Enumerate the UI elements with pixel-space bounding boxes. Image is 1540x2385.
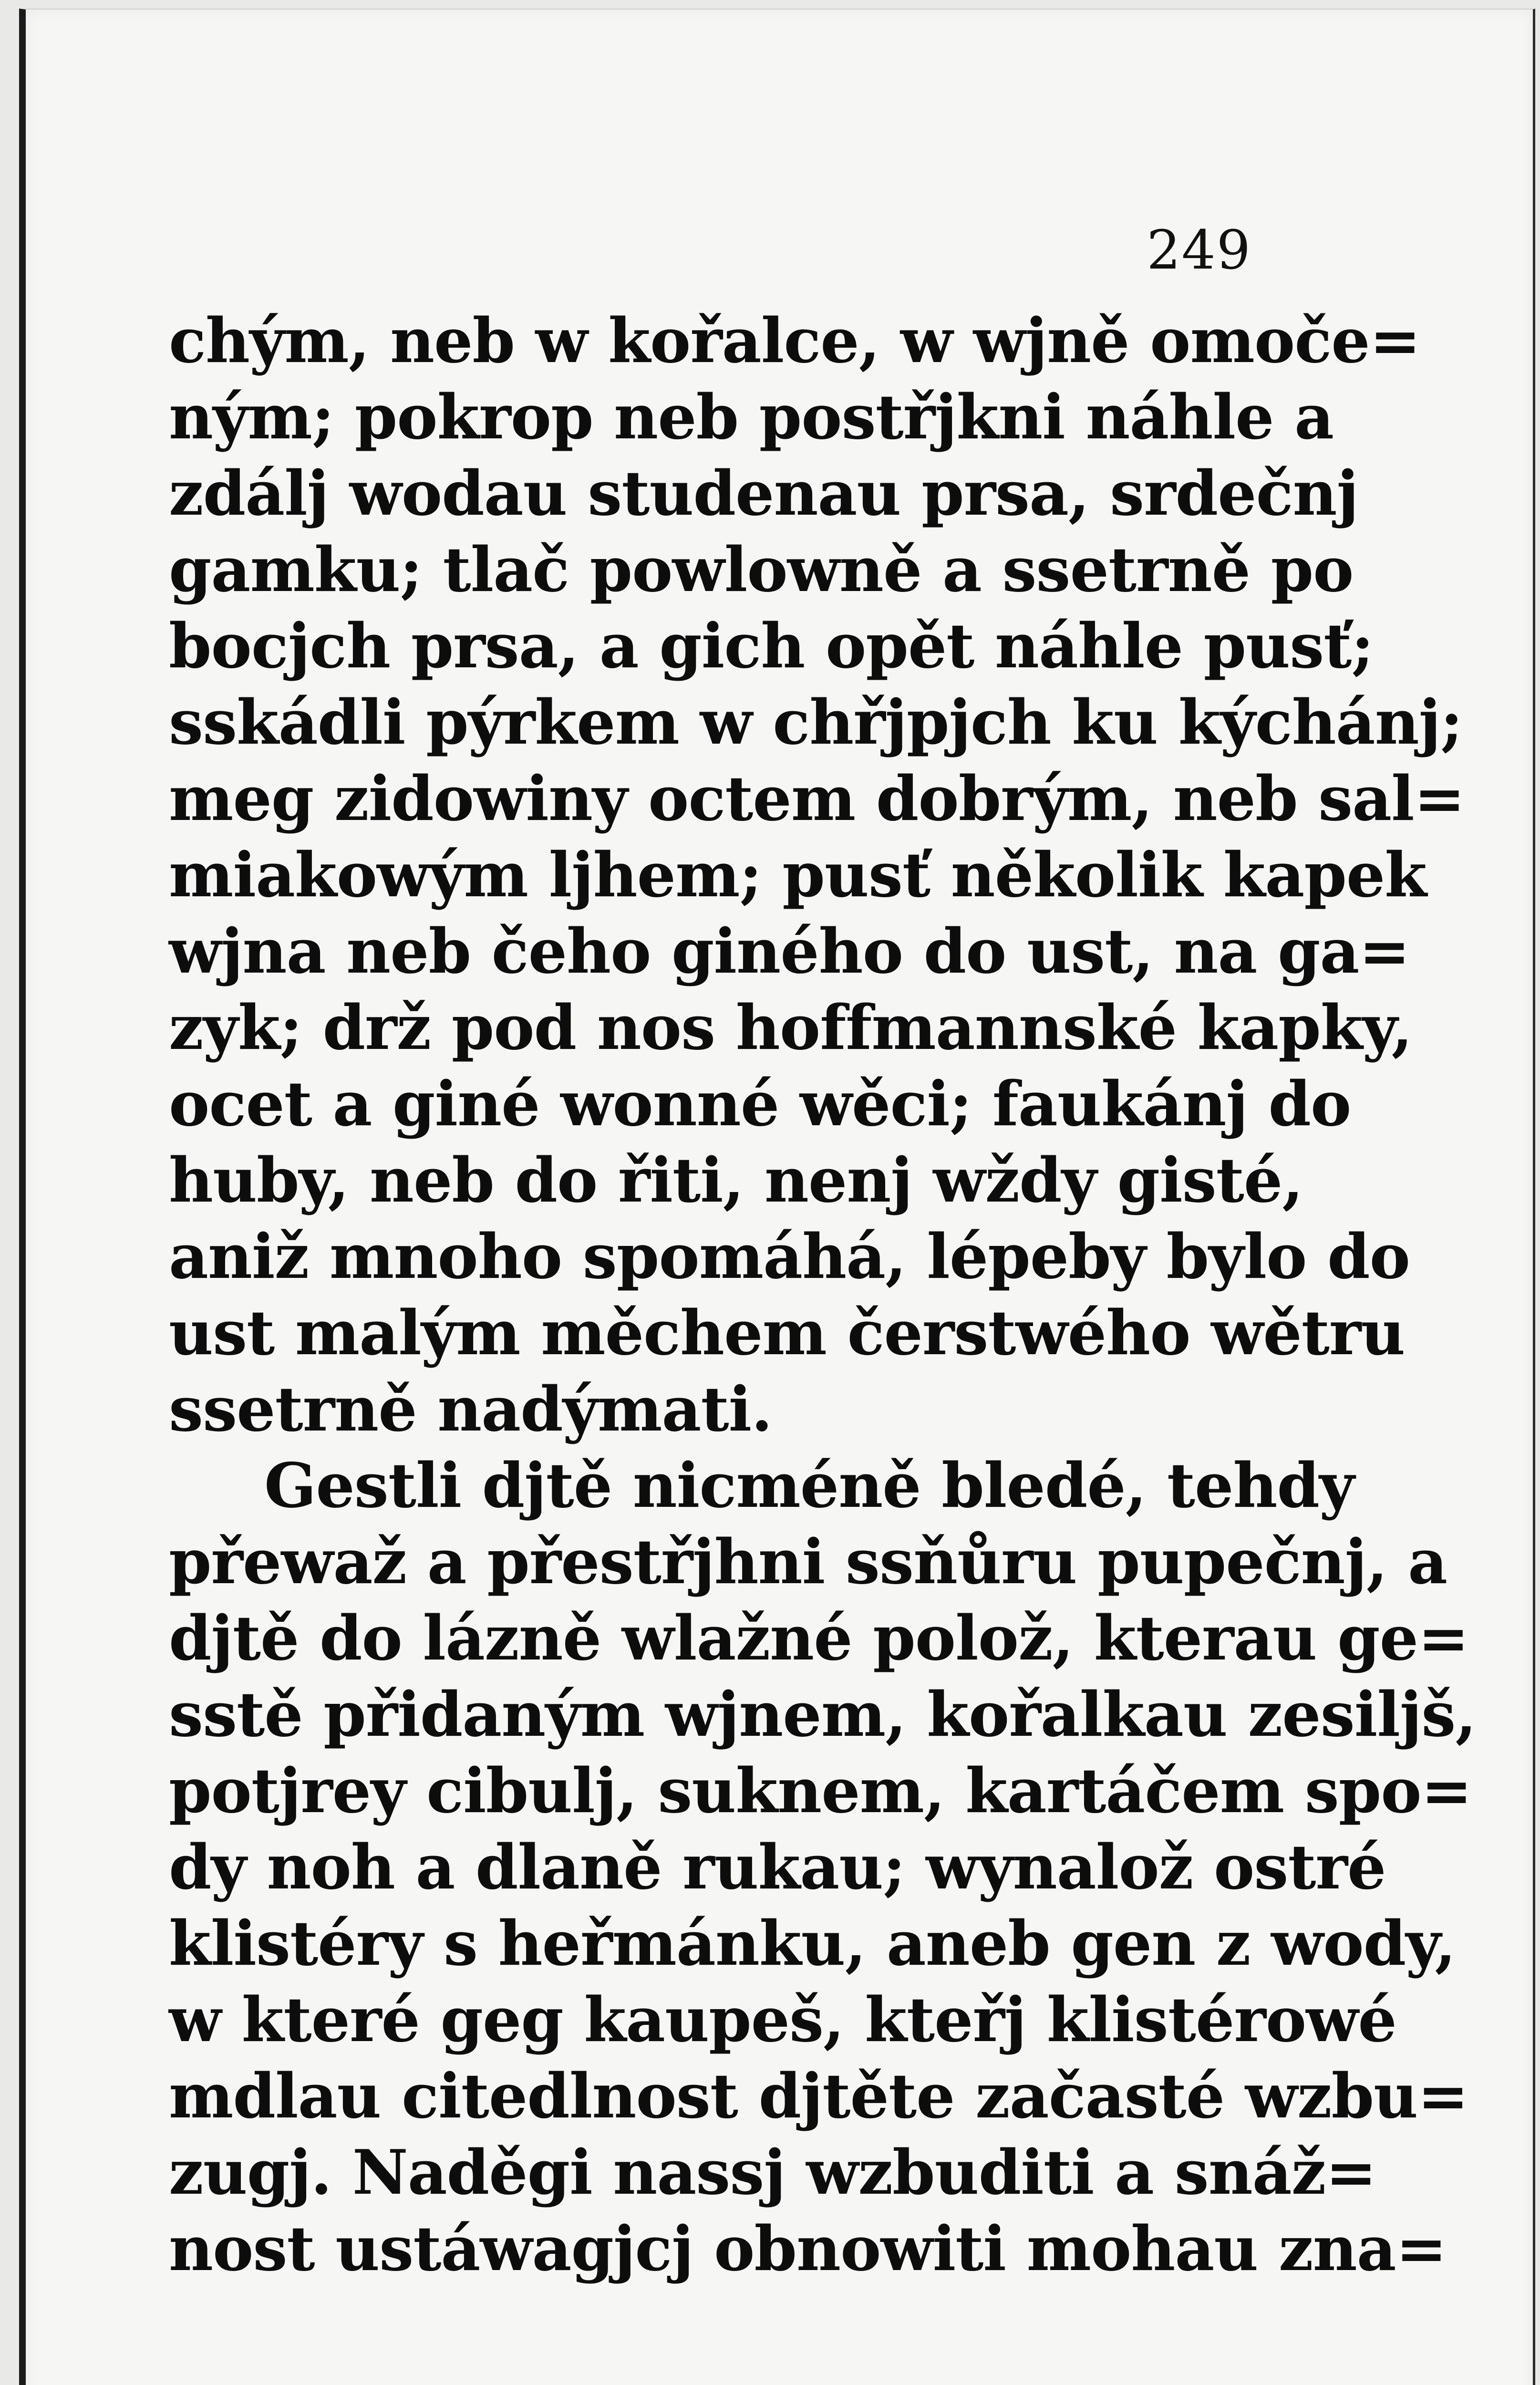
text-line: huby, neb do řiti, nenj wždy gisté, [169, 1145, 1303, 1216]
text-line: gamku; tlač powlowně a ssetrně po [169, 534, 1354, 606]
text-line: w které geg kaupeš, kteřj klistérowé [169, 1984, 1396, 2056]
text-line: přewaž a přestřjhni ssňůru pupečnj, a [169, 1526, 1447, 1598]
book-page [19, 9, 1535, 2385]
text-line: potjrey cibulj, suknem, kartáčem spo= [169, 1755, 1472, 1827]
text-line: chým, neb w kořalce, w wjně omoče= [169, 305, 1420, 377]
text-line: ocet a giné wonné wěci; faukánj do [169, 1068, 1351, 1140]
text-line: sskádli pýrkem w chřjpjch ku kýchánj; [169, 687, 1463, 758]
text-line: wjna neb čeho giného do ust, na ga= [169, 916, 1410, 987]
text-line-paragraph-start: Gestli djtě nicméně bledé, tehdy [264, 1450, 1354, 1522]
text-line: klistéry s heřmánku, aneb gen z wody, [169, 1908, 1456, 1980]
text-line: bocjch prsa, a gich opět náhle pusť; [169, 611, 1374, 682]
text-line: djtě do lázně wlažné polož, kterau ge= [169, 1603, 1469, 1674]
text-line: zyk; drž pod nos hoffmannské kapky, [169, 992, 1413, 1064]
text-line: aniž mnoho spomáhá, lépeby bylo do [169, 1221, 1410, 1293]
text-line: miakowým ljhem; pusť několik kapek [169, 840, 1426, 911]
text-line: ným; pokrop neb postřjkni náhle a [169, 382, 1334, 453]
text-line: meg zidowiny octem dobrým, neb sal= [169, 763, 1465, 835]
text-line: zugj. Naděgi nassj wzbuditi a snáž= [169, 2137, 1376, 2209]
page-number: 249 [1147, 219, 1251, 281]
text-line-paragraph-end: ssetrně nadýmati. [169, 1374, 772, 1445]
text-line: dy noh a dlaně rukau; wynalož ostré [169, 1832, 1386, 1903]
text-line: zdálj wodau studenau prsa, srdečnj [169, 458, 1358, 529]
text-line: ust malým měchem čerstwého wětru [169, 1297, 1405, 1369]
text-line: nost ustáwagjcj obnowiti mohau zna= [169, 2213, 1447, 2285]
text-line: mdlau citedlnost djtěte začasté wzbu= [169, 2061, 1468, 2132]
text-line: sstě přidaným wjnem, kořalkau zesiljš, [169, 1679, 1476, 1751]
body-text [169, 303, 1476, 2287]
